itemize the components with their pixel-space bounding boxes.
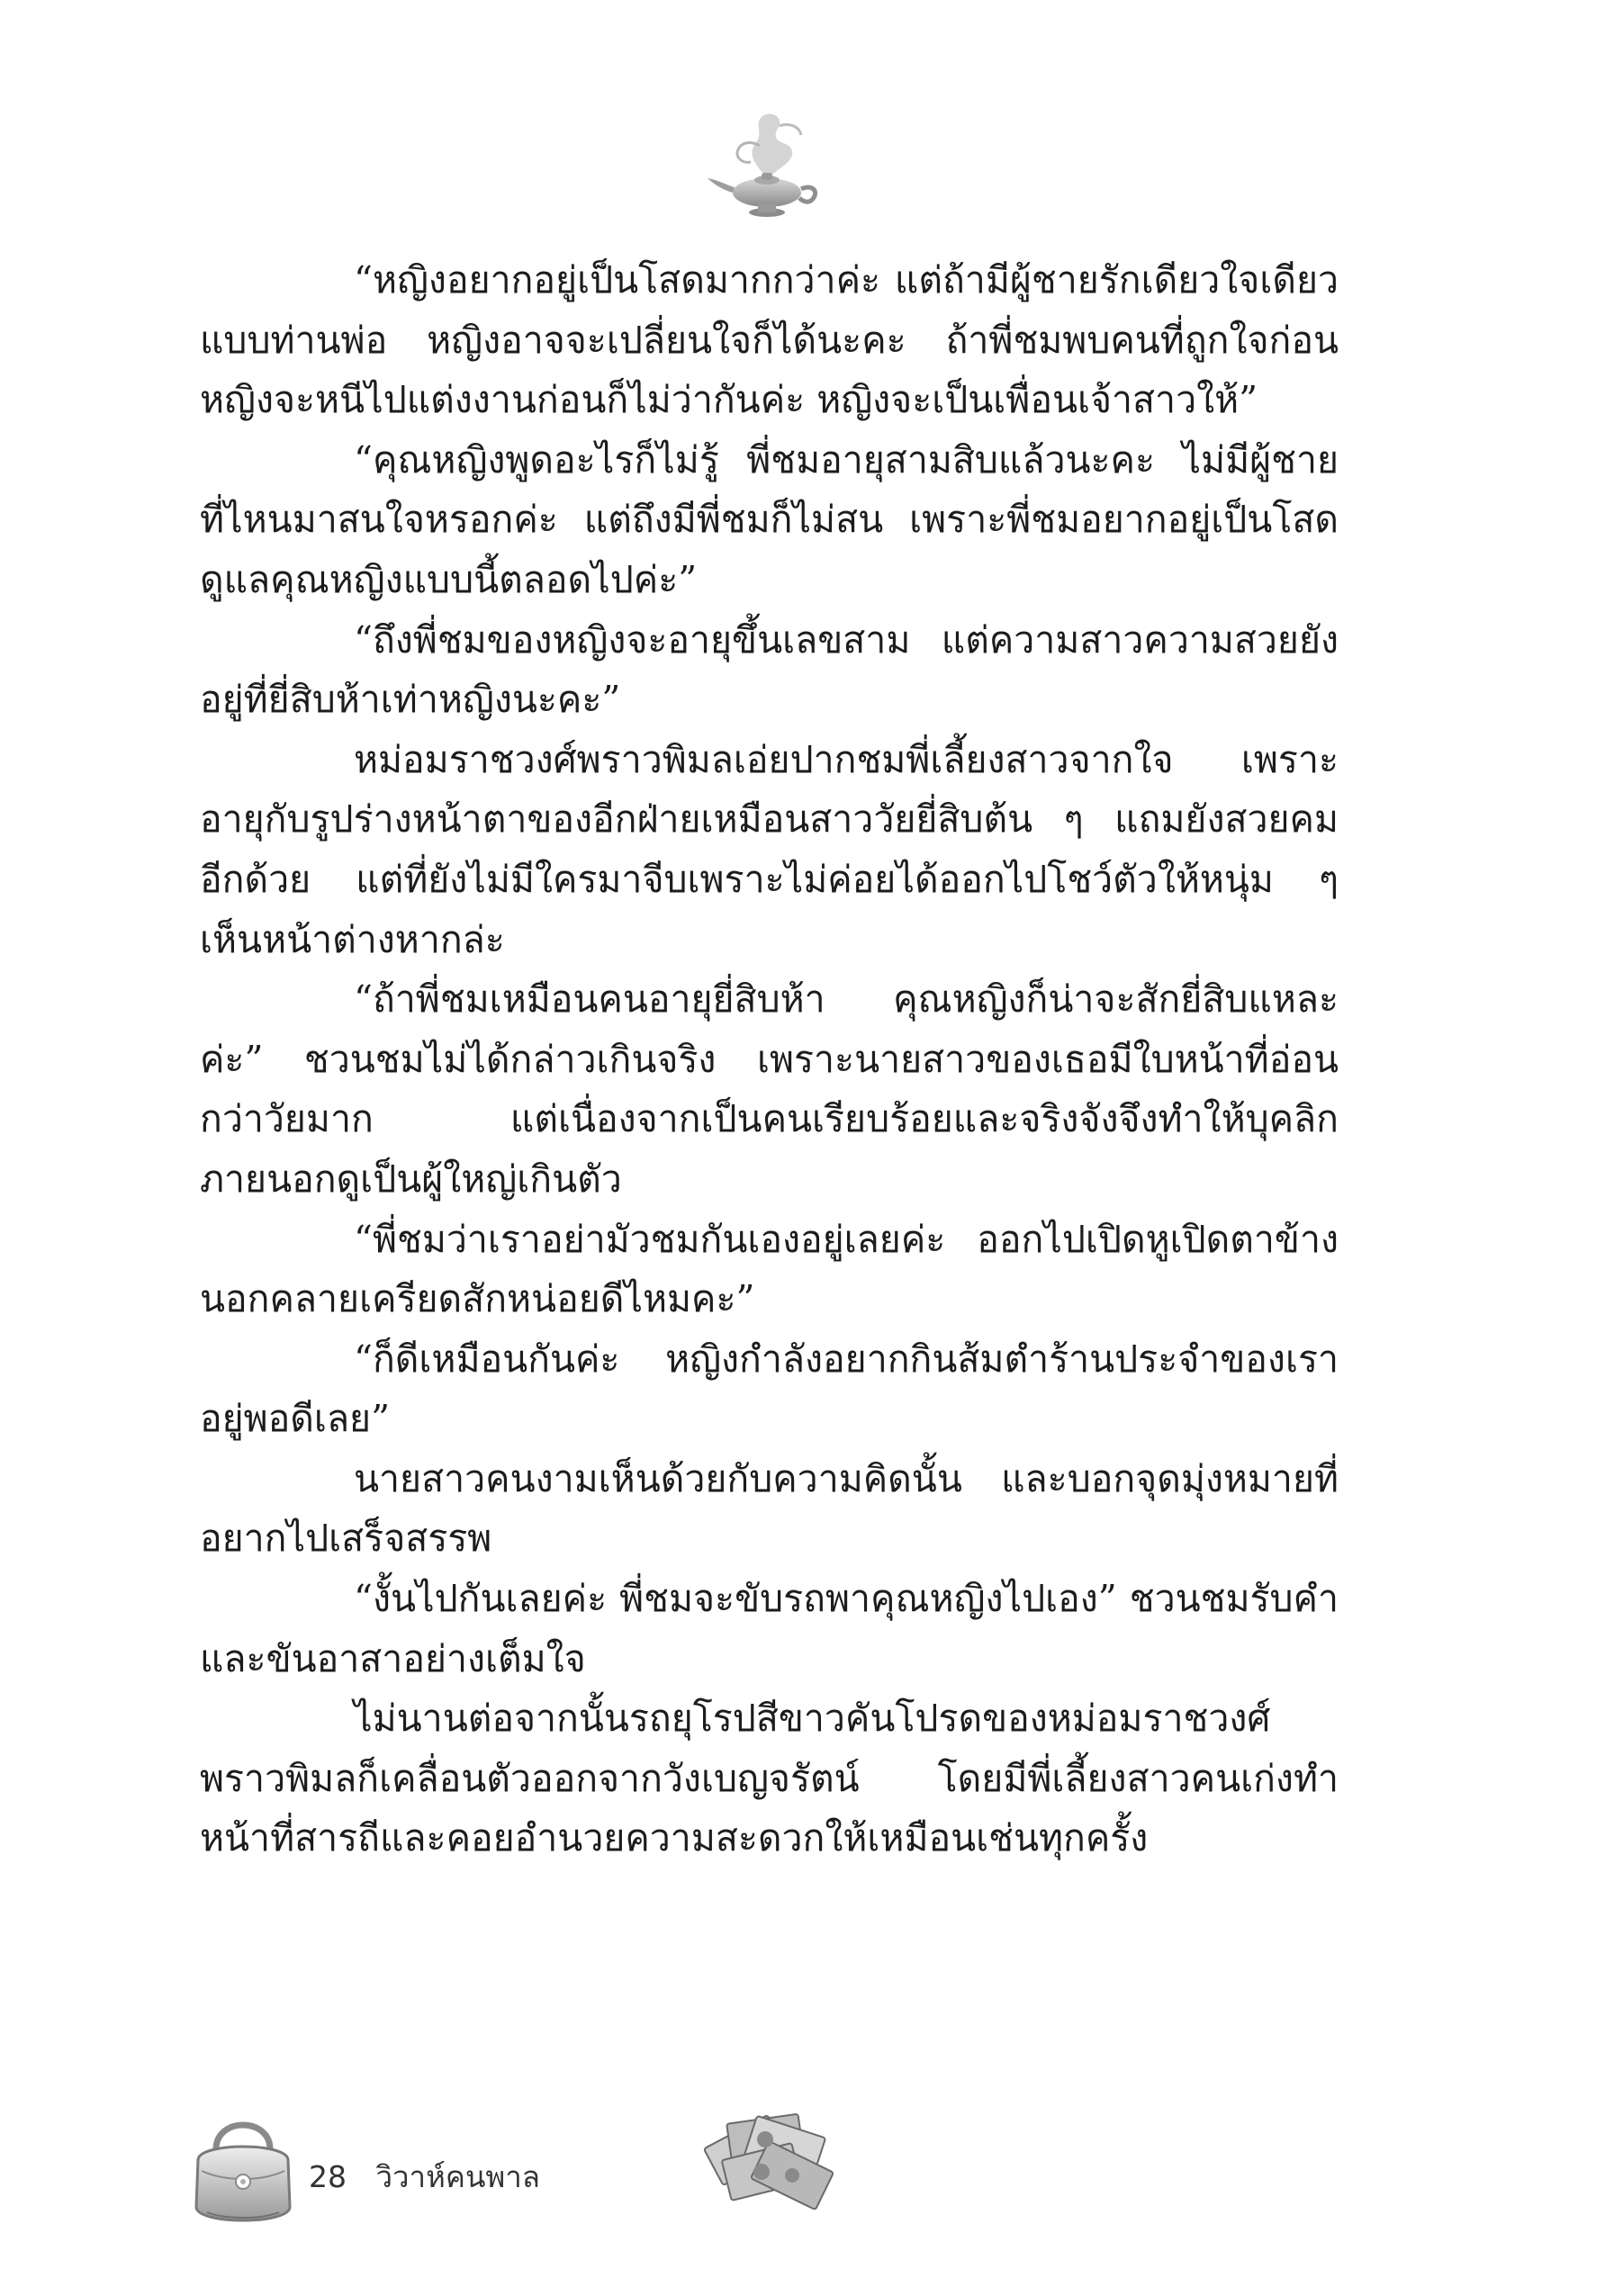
body-text xyxy=(200,250,1339,1868)
paragraph: “งั้นไปกันเลยค่ะ พี่ชมจะขับรถพาคุณหญิงไปเอง” ชวนชมรับคำและขันอาสาอย่างเต็มใจ xyxy=(200,1577,1339,1680)
page-number: 28 xyxy=(309,2159,347,2194)
paragraph: “ถึงพี่ชมของหญิงจะอายุขึ้นเลขสาม แต่ความสาวความสวยยังอยู่ที่ยี่สิบห้าเท่าหญิงนะคะ” xyxy=(200,617,1339,722)
paragraph: “ก็ดีเหมือนกันค่ะ หญิงกำลังอยากกินส้มตำร้านประจำของเราอยู่พอดีเลย” xyxy=(200,1337,1339,1441)
paragraph: ไม่นานต่อจากนั้นรถยุโรปสีขาวคันโปรดของหม่อมราชวงศ์พราวพิมลก็เคลื่อนตัวออกจากวังเบญจรัตน์ โดยมีพี่เลี้ยงสาวคนเก่งทำหน้าที่สารถีและคอยอำนวยความสะดวกให้เหมือนเช่นทุกครั้ง xyxy=(200,1697,1339,1860)
paragraph: หม่อมราชวงศ์พราวพิมลเอ่ยปากชมพี่เลี้ยงสาวจากใจ เพราะอายุกับรูปร่างหน้าตาของอีกฝ่ายเหมือนสาววัยยี่สิบต้น ๆ แถมยังสวยคมอีกด้วย แต่ที่ยังไม่มีใครมาจีบเพราะไม่ค่อยได้ออกไปโชว์ตัวให้หนุ่ม ๆ เห็นหน้าต่างหากล่ะ xyxy=(200,737,1339,961)
banknotes-icon xyxy=(693,2099,842,2211)
paragraph: นายสาวคนงามเห็นด้วยกับความคิดนั้น และบอกจุดมุ่งหมายที่อยากไปเสร็จสรรพ xyxy=(200,1456,1339,1561)
book-title: วิวาห์คนพาล xyxy=(375,2159,540,2194)
handbag-icon xyxy=(189,2106,297,2232)
paragraph: “คุณหญิงพูดอะไรก็ไม่รู้ พี่ชมอายุสามสิบแล้วนะคะ ไม่มีผู้ชายที่ไหนมาสนใจหรอกค่ะ แต่ถึงมีพี่ชมก็ไม่สน เพราะพี่ชมอยากอยู่เป็นโสดดูแลคุณหญิงแบบนี้ตลอดไปค่ะ” xyxy=(200,437,1339,601)
paragraph: “ถ้าพี่ชมเหมือนคนอายุยี่สิบห้า คุณหญิงก็น่าจะสักยี่สิบแหละค่ะ” ชวนชมไม่ได้กล่าวเกินจริง เพราะนายสาวของเธอมีใบหน้าที่อ่อนกว่าวัยมาก แต่เนื่องจากเป็นคนเรียบร้อยและจริงจังจึงทำให้บุคลิกภายนอกดูเป็นผู้ใหญ่เกินตัว xyxy=(200,977,1339,1201)
page-footer xyxy=(309,2153,540,2201)
genie-lamp-icon xyxy=(702,106,828,232)
paragraph: “พี่ชมว่าเราอย่ามัวชมกันเองอยู่เลยค่ะ ออกไปเปิดหูเปิดตาข้างนอกคลายเครียดสักหน่อยดีไหมคะ” xyxy=(200,1217,1339,1321)
paragraph: “หญิงอยากอยู่เป็นโสดมากกว่าค่ะ แต่ถ้ามีผู้ชายรักเดียวใจเดียวแบบท่านพ่อ หญิงอาจจะเปลี่ยนใจก็ได้นะคะ ถ้าพี่ชมพบคนที่ถูกใจก่อนหญิงจะหนีไปแต่งงานก่อนก็ไม่ว่ากันค่ะ หญิงจะเป็นเพื่อนเจ้าสาวให้” xyxy=(200,258,1339,422)
